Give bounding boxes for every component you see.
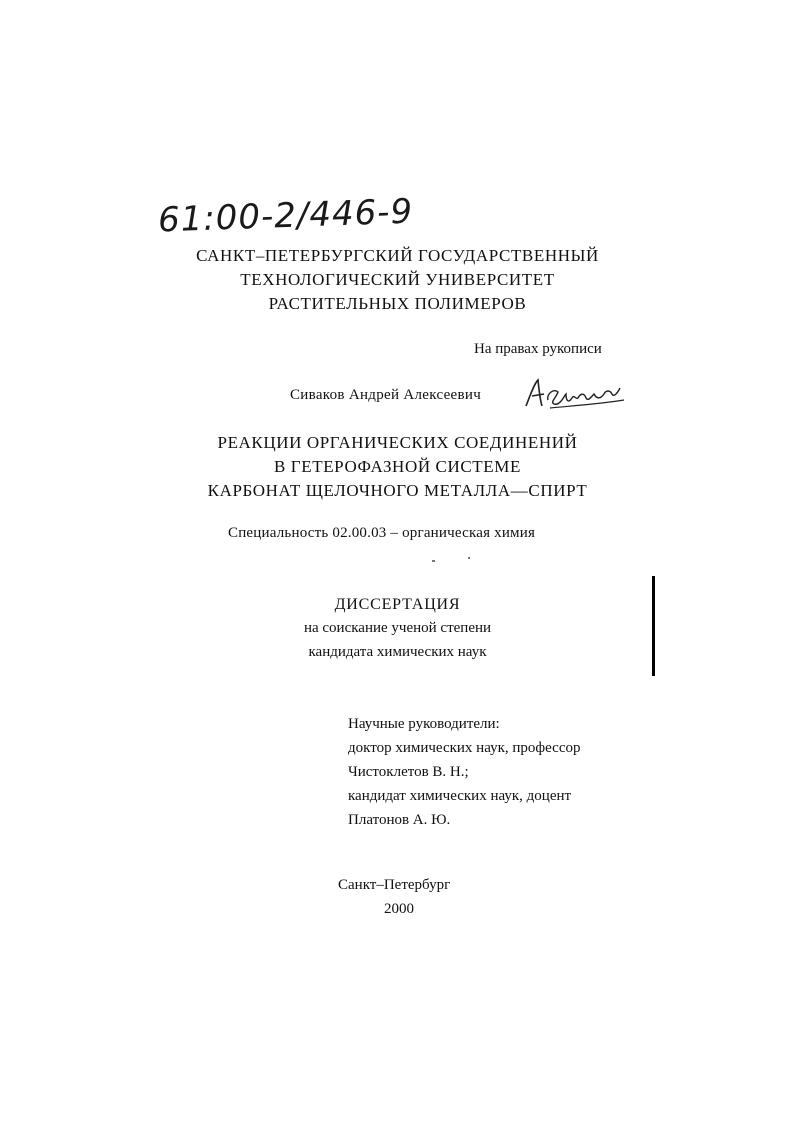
university-line-3: РАСТИТЕЛЬНЫХ ПОЛИМЕРОВ — [268, 294, 527, 313]
author-signature — [520, 376, 630, 412]
supervisor-1-degree: доктор химических наук, профессор — [348, 740, 581, 756]
dissertation-line-2: на соискание ученой степени — [303, 620, 492, 636]
city: Санкт–Петербург — [338, 877, 451, 893]
dissertation-line-3: кандидата химических наук — [308, 644, 487, 660]
supervisor-1-name: Чистоклетов В. Н.; — [348, 764, 469, 780]
university-line-2: ТЕХНОЛОГИЧЕСКИЙ УНИВЕРСИТЕТ — [240, 270, 555, 289]
supervisor-2-name: Платонов А. Ю. — [348, 812, 451, 828]
supervisor-2-degree: кандидат химических наук, доцент — [348, 788, 572, 804]
scan-artifact-line — [652, 576, 655, 676]
scan-speck — [432, 560, 435, 562]
rights-note: На правах рукописи — [474, 341, 602, 357]
dissertation-heading: ДИССЕРТАЦИЯ — [334, 596, 461, 613]
scan-speck — [468, 557, 470, 559]
title-line-2: В ГЕТЕРОФАЗНОЙ СИСТЕМЕ — [274, 457, 521, 476]
title-line-1: РЕАКЦИИ ОРГАНИЧЕСКИХ СОЕДИНЕНИЙ — [217, 433, 578, 452]
specialty: Специальность 02.00.03 – органическая химия — [228, 525, 536, 541]
year: 2000 — [384, 901, 414, 917]
handwritten-catalog-number: 61:00-2/446-9 — [157, 191, 414, 241]
university-line-1: САНКТ–ПЕТЕРБУРГСКИЙ ГОСУДАРСТВЕННЫЙ — [196, 246, 599, 265]
author-name: Сиваков Андрей Алексеевич — [290, 387, 482, 403]
supervisors-label: Научные руководители: — [348, 716, 500, 732]
title-line-3: КАРБОНАТ ЩЕЛОЧНОГО МЕТАЛЛА—СПИРТ — [207, 481, 588, 500]
